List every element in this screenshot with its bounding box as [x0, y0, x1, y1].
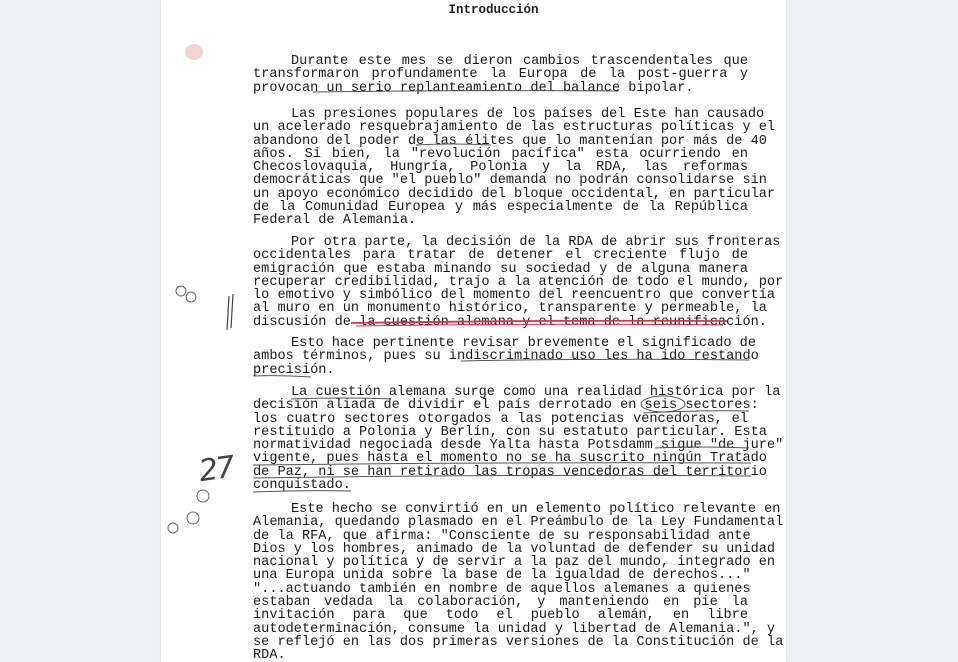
- text-line: occidentales para tratar de detener el creciente flujo de: [253, 248, 748, 264]
- text-line: nacional y política y de servir a la paz del mundo, integrado en: [253, 555, 776, 571]
- paragraph-3: [253, 235, 784, 330]
- text-line: transformaron profundamente la Europa de la post-guerra y: [253, 67, 748, 83]
- paragraph-1: [253, 55, 748, 95]
- text-line: de la RFA, que afirma: "Consciente de su responsabilidad ante: [253, 528, 751, 544]
- paragraph-2: [253, 107, 776, 229]
- text-line: provocan un serio replanteamiento del balance bipolar.: [253, 80, 694, 96]
- text-line: Esto hace pertinente revisar brevemente el significado de: [291, 336, 756, 351]
- text-line: emigración que estaba minando su sociedad y de alguna manera: [253, 261, 748, 277]
- document-title: Introducción: [448, 3, 539, 17]
- paragraph-6: [253, 502, 784, 662]
- text-line: lo emotivo y simbólico del momento del reencuentro que convertía: [253, 288, 776, 304]
- text-line: La cuestión alemana surge como una realidad histórica por la: [291, 385, 781, 400]
- ink-stain: [185, 44, 203, 60]
- text-line: vigente, pues hasta el momento no se ha suscrito ningún Tratado: [253, 451, 767, 467]
- text-line: normatividad negociada desde Yalta hasta Potsdamm sigue "de jure": [253, 438, 784, 454]
- handwritten-margin-number: 27: [196, 449, 236, 490]
- pencil-circle-mark: [187, 512, 199, 524]
- text-line: un acelerado resquebrajamiento de las estructuras políticas y el: [253, 120, 776, 136]
- text-line: se reflejó en las dos primeras versiones de la Constitución de la: [253, 634, 784, 650]
- text-line: "...actuando también en nombre de aquellos alemanes a quienes: [253, 581, 751, 597]
- text-line: Alemania, quedando plasmado en el Preámbulo de la Ley Fundamental: [253, 515, 784, 531]
- pencil-circle-mark: [186, 292, 196, 302]
- text-line: abandono del poder de las élites que lo mantenían por más de 40: [253, 133, 767, 149]
- document-page: [161, 0, 786, 662]
- text-line: precisión.: [253, 362, 335, 378]
- paragraph-5: [253, 385, 784, 494]
- pencil-circle-mark: [176, 286, 186, 296]
- text-line: Dios y los hombres, animado de la voluntad de defender su unidad: [253, 541, 776, 557]
- pencil-circle-mark: [168, 523, 178, 533]
- text-line: autodeterminación, consume la unidad y libertad de Alemania.", y: [253, 621, 776, 637]
- text-line: conquistado.: [253, 478, 351, 494]
- text-line: de Paz, ni se han retirado las tropas vencedoras del territorio: [253, 464, 767, 480]
- pencil-margin-mark: [227, 296, 229, 330]
- text-line: estaban vedada la colaboración, y manteniendo en pie la: [253, 595, 748, 611]
- text-line: decisión aliada de dividir el país derrotado en seis sectores:: [253, 398, 759, 414]
- text-line: Checoslovaquia, Hungría, Polonia y la RDA, las reformas: [253, 160, 748, 176]
- text-line: invitación para que todo el pueblo alemán, en libre: [253, 608, 748, 624]
- text-line: recuperar credibilidad, trajo a la atención de todo el mundo, por: [253, 274, 784, 290]
- text-line: los cuatro sectores otorgados a las potencias vencedoras, el: [253, 411, 748, 427]
- text-line: una Europa unida sobre la base de la igualdad de derechos...": [253, 568, 751, 584]
- pencil-margin-mark: [231, 294, 233, 328]
- pencil-circle-mark: [197, 490, 209, 502]
- text-line: ambos términos, pues su indiscriminado uso les ha ido restando: [253, 349, 759, 365]
- text-line: Este hecho se convirtió en un elemento político relevante en: [291, 502, 781, 517]
- text-line: años. Si bien, la "revolución pacífica" esta ocurriendo en: [253, 146, 748, 162]
- text-line: democráticas que "el pueblo" demanda no podrán consolidarse sin: [253, 173, 767, 189]
- text-line: restituido a Polonia y Berlín, con su estatuto particular. Esta: [253, 424, 767, 440]
- text-line: Durante este mes se dieron cambios trascendentales que: [291, 54, 748, 69]
- paragraph-4: [253, 336, 759, 378]
- text-line: Las presiones populares de los países del Este han causado: [291, 107, 765, 122]
- text-line: un apoyo económico decidido del bloque occidental, en particular: [253, 186, 776, 202]
- text-line: RDA.: [253, 648, 286, 662]
- text-line: Por otra parte, la decisión de la RDA de abrir sus fronteras: [291, 235, 781, 250]
- text-line: de la Comunidad Europea y más especialmente de la República: [253, 200, 748, 216]
- text-line: Federal de Alemania.: [253, 213, 417, 229]
- text-line: discusión de la cuestión alemana y el tema de la reunificación.: [253, 314, 767, 330]
- text-line: al muro en un monumento histórico, transparente y permeable, la: [253, 301, 767, 317]
